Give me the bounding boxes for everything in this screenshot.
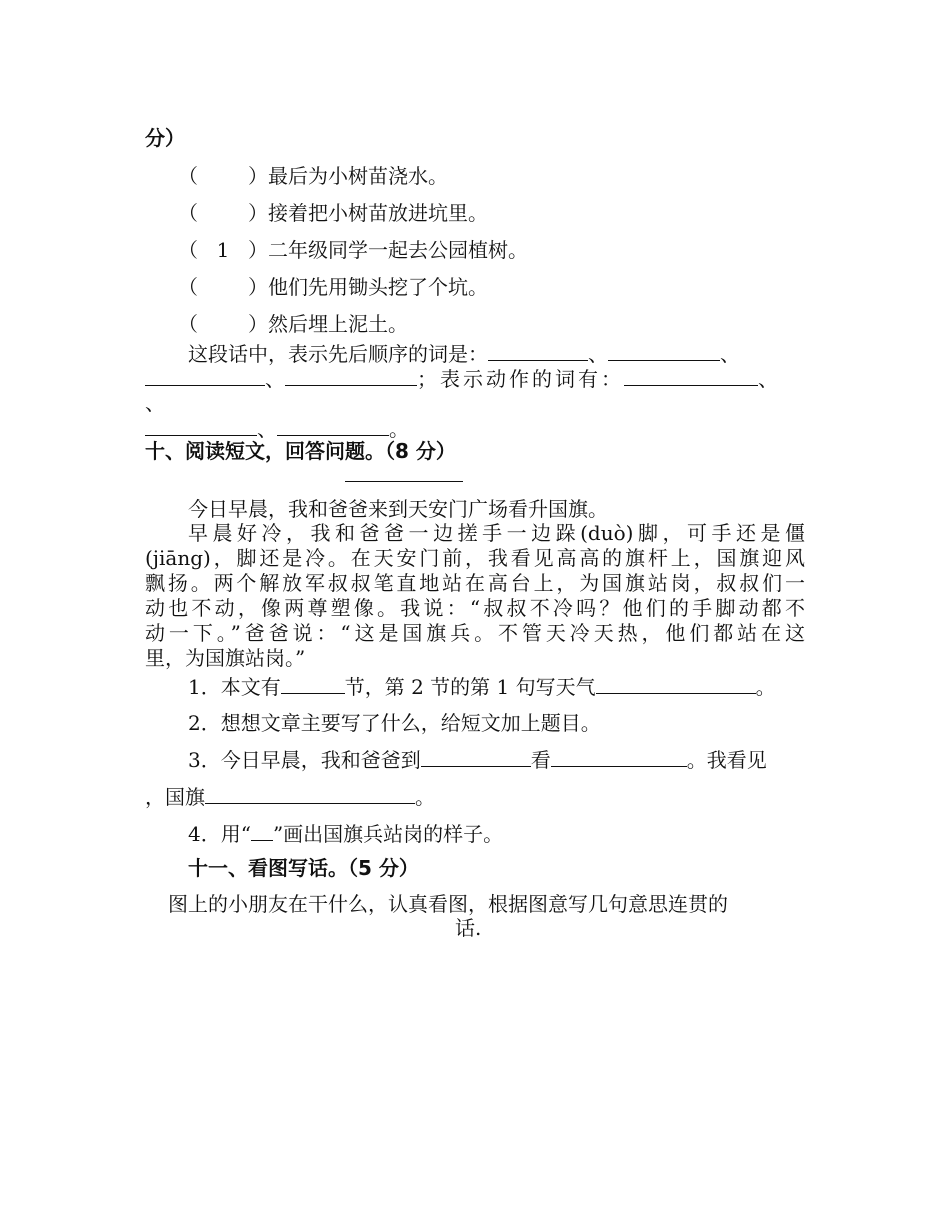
- title-blank[interactable]: [345, 481, 463, 482]
- ordering-item: （ 1 ）二年级同学一起去公园植树。: [178, 238, 528, 262]
- order-question-line1: 这段话中，表示先后顺序的词是： 、 、: [188, 342, 740, 366]
- answer-blank[interactable]: [608, 340, 720, 361]
- answer-blank[interactable]: [277, 415, 389, 436]
- question-1: 1．本文有 节，第 2 节的第 1 句写天气 。: [188, 675, 776, 699]
- question-3: 3．今日早晨，我和爸爸到 看 。我看见: [188, 748, 767, 772]
- answer-blank[interactable]: [421, 746, 531, 767]
- underline-sample: [251, 820, 273, 841]
- passage-paragraph-2: 早晨好冷，我和爸爸一边搓手一边跺(duò)脚，可手还是僵 (jiāng)，脚还是冷。在天安门前，我看见高高的旗杆上，国旗迎风 飘扬。两个解放军叔叔笔直地站在高台上，为国旗站岗，叔叔们一 动也不动，像两尊塑像。我说：“叔叔不冷吗？他们的手脚动都不 动一下。”爸爸说：“这是国旗兵。不管天冷天热，他们都站在这 里，为国旗站岗。”: [145, 521, 805, 670]
- answer-blank[interactable]: [205, 783, 415, 804]
- section-10-heading: 十、阅读短文，回答问题。（8 分）: [145, 439, 456, 463]
- answer-blank[interactable]: [285, 365, 417, 386]
- answer-blank[interactable]: [624, 365, 758, 386]
- order-question-line2: 、 ；表示动作的词有： 、: [145, 365, 950, 392]
- question-3-continued: ，国旗 。: [145, 785, 435, 809]
- section-11-heading: 十一、看图写话。（5 分）: [188, 856, 419, 880]
- order-question-line3: 、: [145, 391, 165, 415]
- question-4: 4．用“ ”画出国旗兵站岗的样子。: [188, 822, 504, 846]
- ordering-item: （ ）然后埋上泥土。: [178, 312, 408, 336]
- ordering-item: （ ）最后为小树苗浇水。: [178, 164, 448, 188]
- ordering-item: （ ）接着把小树苗放进坑里。: [178, 201, 488, 225]
- order-number-field[interactable]: 1: [216, 238, 230, 262]
- order-question-line4: 、 。: [145, 415, 950, 442]
- answer-blank[interactable]: [145, 365, 265, 386]
- answer-blank[interactable]: [281, 673, 345, 694]
- ordering-item: （ ）他们先用锄头挖了个坑。: [178, 275, 488, 299]
- passage-paragraph-1: 今日早晨，我和爸爸来到天安门广场看升国旗。: [188, 497, 608, 521]
- continued-score-fragment: 分）: [145, 126, 185, 150]
- picture-writing-instruction: 图上的小朋友在干什么，认真看图，根据图意写几句意思连贯的: [168, 892, 728, 916]
- answer-blank[interactable]: [145, 415, 257, 436]
- answer-blank[interactable]: [551, 746, 687, 767]
- answer-blank[interactable]: [488, 340, 588, 361]
- answer-blank[interactable]: [596, 673, 756, 694]
- picture-writing-instruction-continued: 话.: [455, 916, 482, 940]
- question-2: 2．想想文章主要写了什么，给短文加上题目。: [188, 711, 601, 735]
